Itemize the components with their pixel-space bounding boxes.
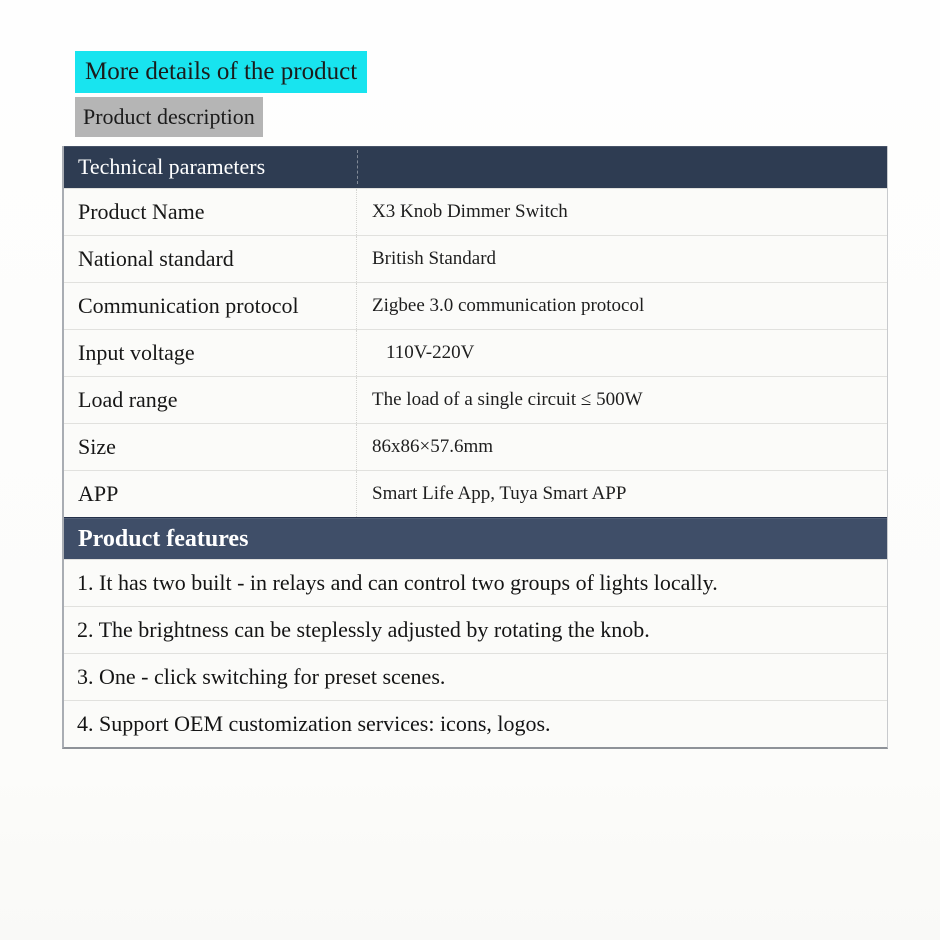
- spec-row-national-standard: [64, 235, 887, 282]
- spec-row-size: [64, 423, 887, 470]
- spec-label: APP: [64, 471, 357, 517]
- spec-row-input-voltage: [64, 329, 887, 376]
- feature-item-1: 1. It has two built - in relays and can control two groups of lights locally.: [64, 559, 887, 606]
- spec-value: Zigbee 3.0 communication protocol: [372, 295, 645, 316]
- page-title: More details of the product: [75, 51, 367, 93]
- spec-row-communication-protocol: [64, 282, 887, 329]
- technical-parameters-header-label: Technical parameters: [78, 154, 266, 179]
- spec-row-load-range: [64, 376, 887, 423]
- product-spec-table: [62, 146, 888, 749]
- spec-label: Product Name: [64, 189, 357, 235]
- product-features-header-label: Product features: [78, 526, 249, 552]
- feature-item-3: 3. One - click switching for preset scenes.: [64, 653, 887, 700]
- header-column-divider: [357, 150, 358, 184]
- spec-label: National standard: [64, 236, 357, 282]
- spec-label: Input voltage: [64, 330, 357, 376]
- spec-value: 110V-220V: [386, 342, 475, 363]
- spec-value: Smart Life App, Tuya Smart APP: [372, 483, 627, 504]
- feature-item-2: 2. The brightness can be steplessly adjusted by rotating the knob.: [64, 606, 887, 653]
- page-subtitle: Product description: [75, 97, 263, 137]
- spec-value: 86x86×57.6mm: [372, 436, 494, 457]
- technical-parameters-header: [64, 146, 887, 188]
- spec-label: Size: [64, 424, 357, 470]
- spec-value: The load of a single circuit ≤ 500W: [372, 389, 643, 410]
- feature-item-4: 4. Support OEM customization services: icons, logos.: [64, 700, 887, 747]
- spec-value: British Standard: [372, 248, 497, 269]
- spec-label: Communication protocol: [64, 283, 357, 329]
- spec-row-product-name: [64, 188, 887, 235]
- product-features-header: [64, 517, 887, 559]
- spec-label: Load range: [64, 377, 357, 423]
- spec-row-app: [64, 470, 887, 517]
- spec-value: X3 Knob Dimmer Switch: [372, 201, 568, 222]
